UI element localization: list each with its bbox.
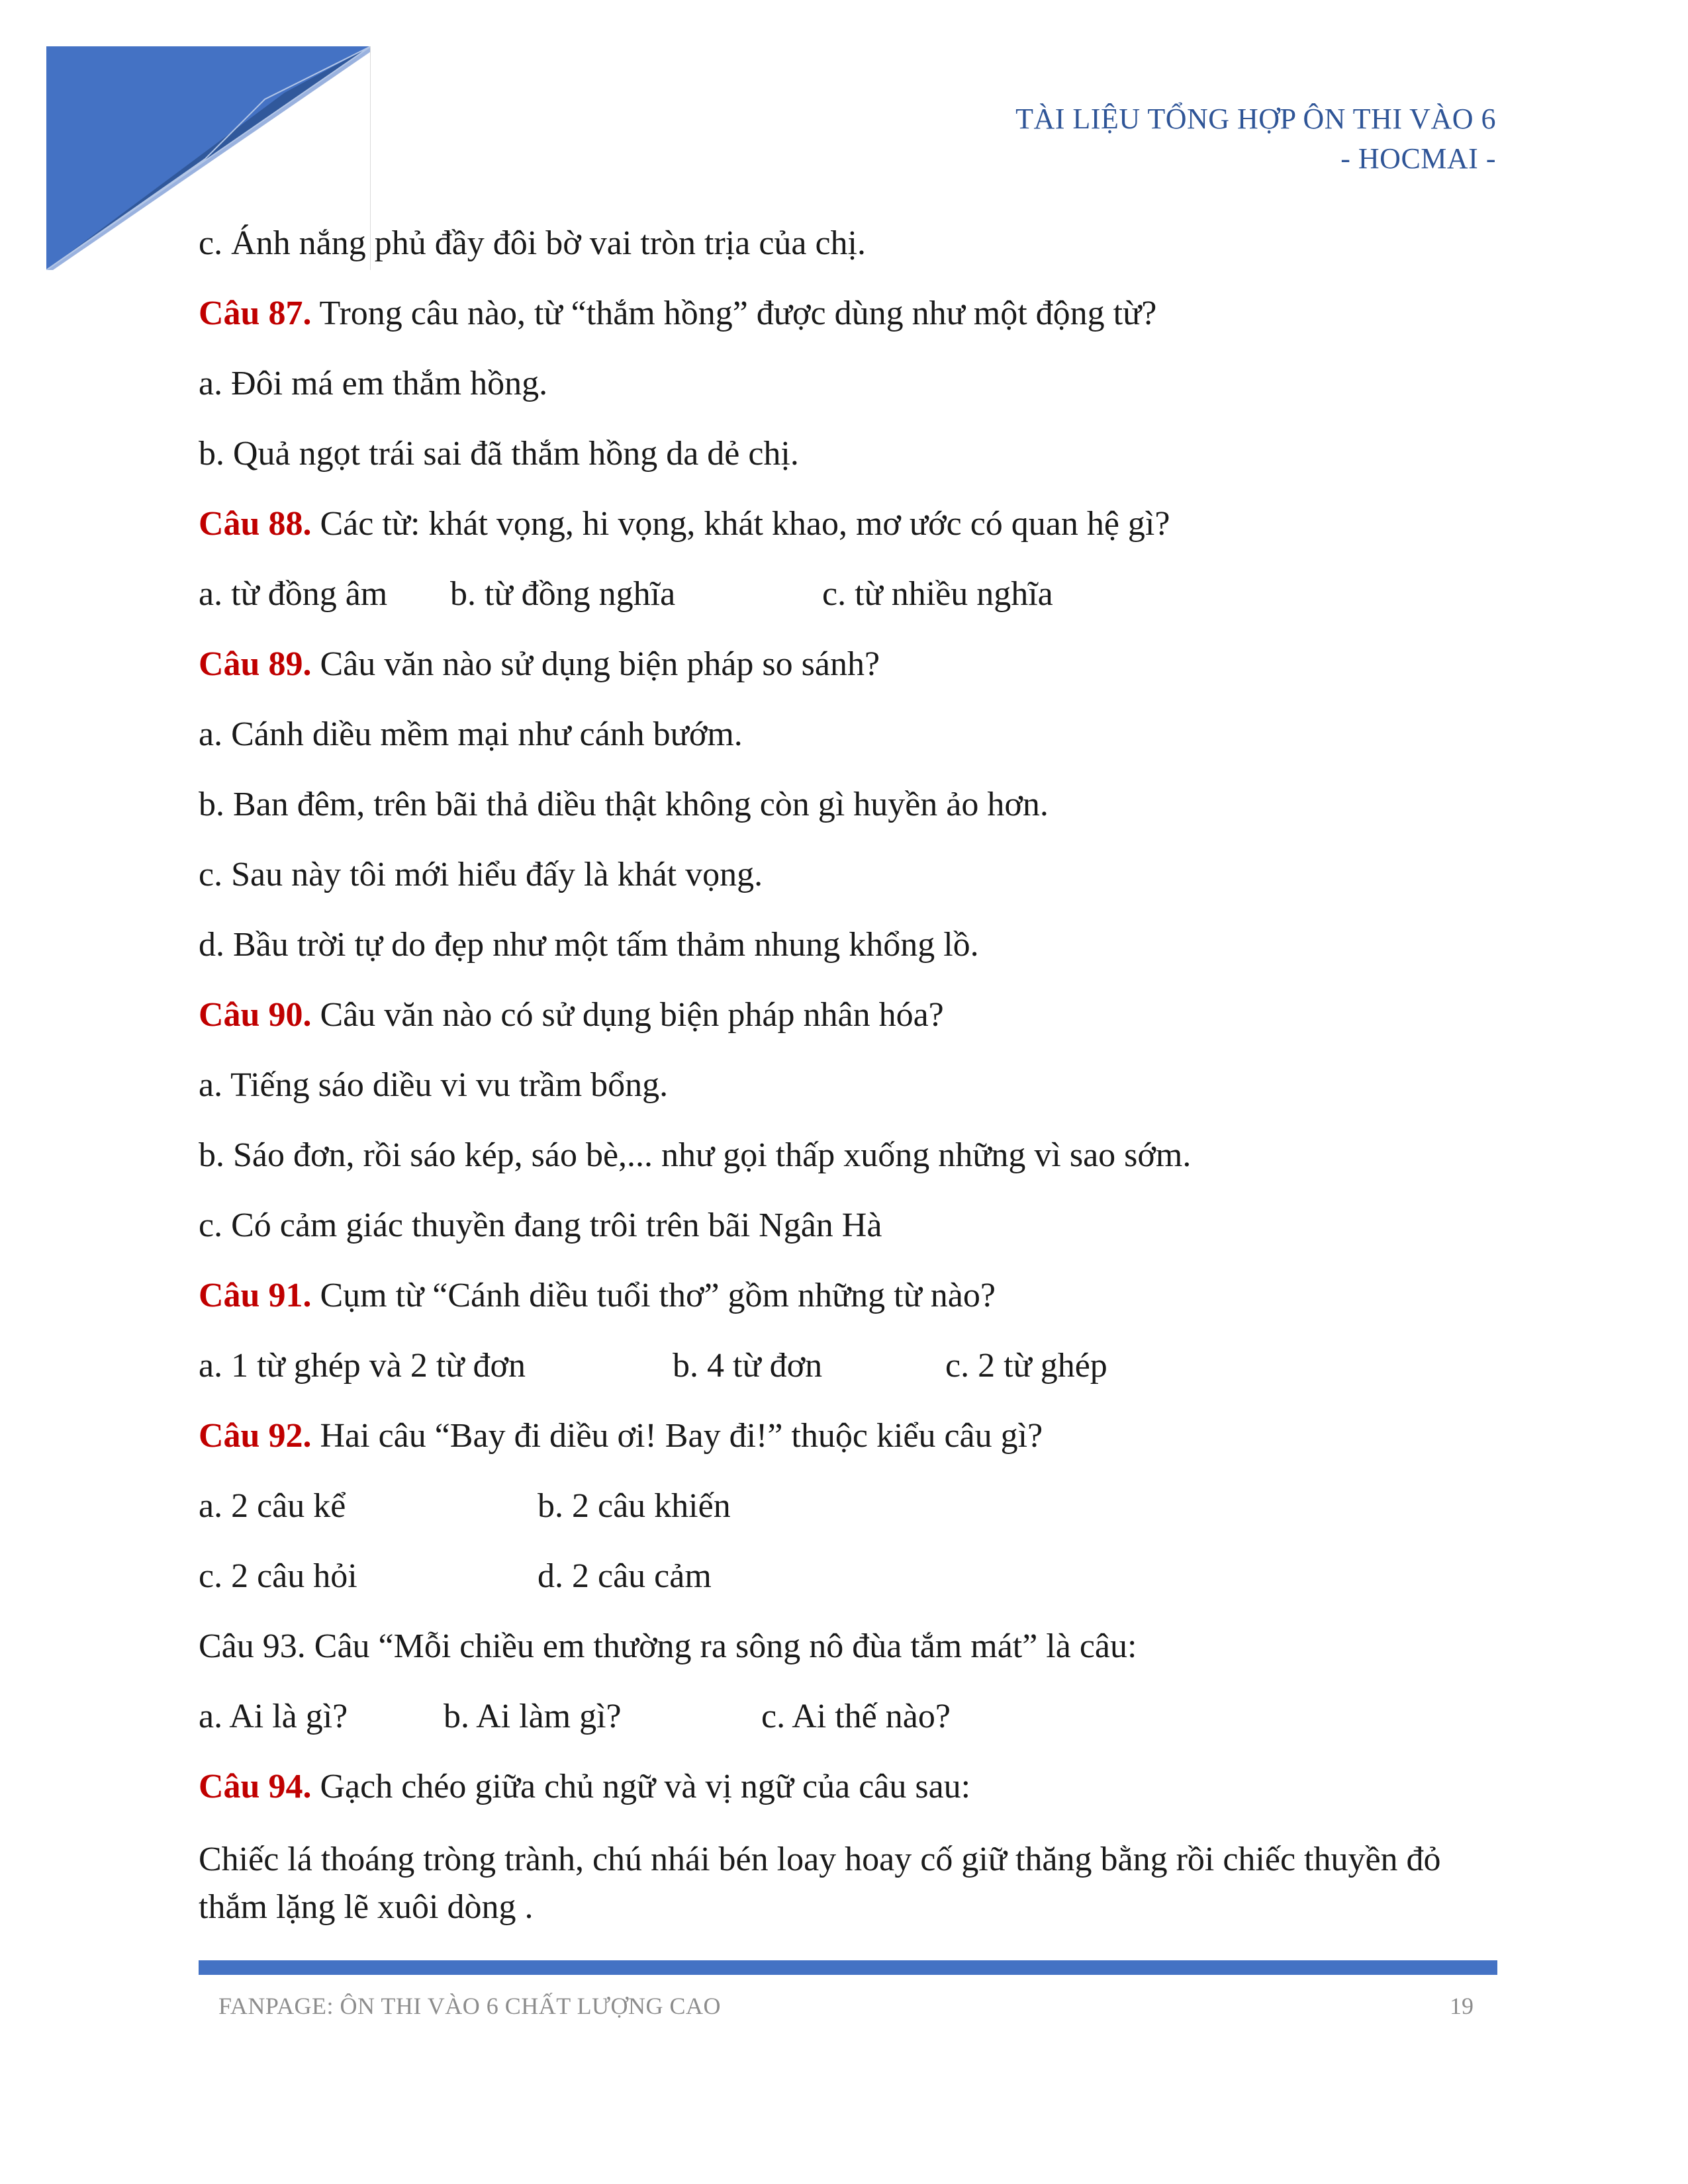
exercise-sentence: Chiếc lá thoáng tròng trành, chú nhái bén loay hoay cố giữ thăng bằng rồi chiếc thuyền đỏ thắm lặng lẽ xuôi dòng .	[199, 1841, 1441, 1926]
option-c: c. 2 từ ghép	[945, 1347, 1107, 1385]
option-c: c. Có cảm giác thuyền đang trôi trên bãi Ngân Hà	[199, 1206, 882, 1244]
question-text: Các từ: khát vọng, hi vọng, khát khao, mơ ước có quan hệ gì?	[311, 505, 1170, 543]
option-b: b. Quả ngọt trái sai đã thắm hồng da dẻ chị.	[199, 435, 799, 473]
option-c: c. từ nhiều nghĩa	[822, 575, 1053, 613]
question-text: Hai câu “Bay đi diều ơi! Bay đi!” thuộc kiểu câu gì?	[311, 1417, 1043, 1455]
footer-divider	[199, 1960, 1497, 1975]
question-92	[199, 1411, 1496, 1481]
question-text: Trong câu nào, từ “thắm hồng” được dùng như một động từ?	[311, 295, 1157, 332]
question-text: Gạch chéo giữa chủ ngữ và vị ngữ của câu sau:	[311, 1768, 971, 1805]
question-number: Câu 89.	[199, 645, 312, 683]
question-94	[199, 1762, 1496, 1832]
option-a: a. Đôi má em thắm hồng.	[199, 365, 548, 402]
question-88	[199, 499, 1496, 569]
option-b: b. 2 câu khiến	[538, 1487, 731, 1525]
option-b: b. từ đồng nghĩa	[450, 575, 676, 613]
question-number: Câu 91.	[199, 1277, 312, 1314]
options-row	[199, 1341, 1496, 1411]
option-d: d. 2 câu cảm	[538, 1557, 712, 1595]
header-subtitle: - HOCMAI -	[1340, 142, 1496, 175]
question-text: Câu văn nào sử dụng biện pháp so sánh?	[311, 645, 880, 683]
document-content	[199, 218, 1496, 1931]
question-number: Câu 87.	[199, 295, 312, 332]
header-title: TÀI LIỆU TỔNG HỢP ÔN THI VÀO 6	[1015, 103, 1496, 135]
option-a: a. Tiếng sáo diều vi vu trầm bổng.	[199, 1066, 669, 1104]
question-text: Cụm từ “Cánh diều tuổi thơ” gồm những từ nào?	[311, 1277, 996, 1314]
footer-fanpage: FANPAGE: ÔN THI VÀO 6 CHẤT LƯỢNG CAO	[218, 1993, 721, 2019]
previous-option-c: c. Ánh nắng phủ đầy đôi bờ vai tròn trịa của chị.	[199, 224, 867, 262]
option-b: b. Ai làm gì?	[444, 1698, 622, 1735]
options-row	[199, 1481, 1496, 1551]
question-number: Câu 94.	[199, 1768, 312, 1805]
option-b: b. Sáo đơn, rồi sáo kép, sáo bè,... như gọi thấp xuống những vì sao sớm.	[199, 1136, 1192, 1174]
option-a: a. Ai là gì?	[199, 1698, 348, 1735]
option-a: a. 1 từ ghép và 2 từ đơn	[199, 1347, 526, 1385]
question-91	[199, 1271, 1496, 1341]
question-text: Câu văn nào có sử dụng biện pháp nhân hóa?	[311, 996, 944, 1034]
options-row	[199, 569, 1496, 639]
option-a: a. 2 câu kể	[199, 1487, 346, 1525]
question-90	[199, 990, 1496, 1060]
page-number: 19	[1450, 1993, 1474, 2019]
options-row	[199, 1551, 1496, 1621]
document-header	[1015, 99, 1496, 179]
option-c: c. 2 câu hỏi	[199, 1557, 357, 1595]
option-b: b. Ban đêm, trên bãi thả diều thật không còn gì huyền ảo hơn.	[199, 786, 1049, 823]
option-b: b. 4 từ đơn	[673, 1347, 823, 1385]
option-a: a. từ đồng âm	[199, 575, 388, 613]
question-89	[199, 639, 1496, 709]
option-c: c. Sau này tôi mới hiểu đấy là khát vọng.	[199, 856, 763, 893]
option-d: d. Bầu trời tự do đẹp như một tấm thảm nhung khổng lồ.	[199, 926, 979, 964]
question-87	[199, 289, 1496, 359]
question-number: Câu 88.	[199, 505, 312, 543]
option-a: a. Cánh diều mềm mại như cánh bướm.	[199, 715, 743, 753]
option-c: c. Ai thế nào?	[761, 1698, 951, 1735]
question-number: Câu 90.	[199, 996, 312, 1034]
question-93: Câu 93. Câu “Mỗi chiều em thường ra sông nô đùa tắm mát” là câu:	[199, 1627, 1137, 1665]
question-number: Câu 92.	[199, 1417, 312, 1455]
options-row	[199, 1692, 1496, 1762]
